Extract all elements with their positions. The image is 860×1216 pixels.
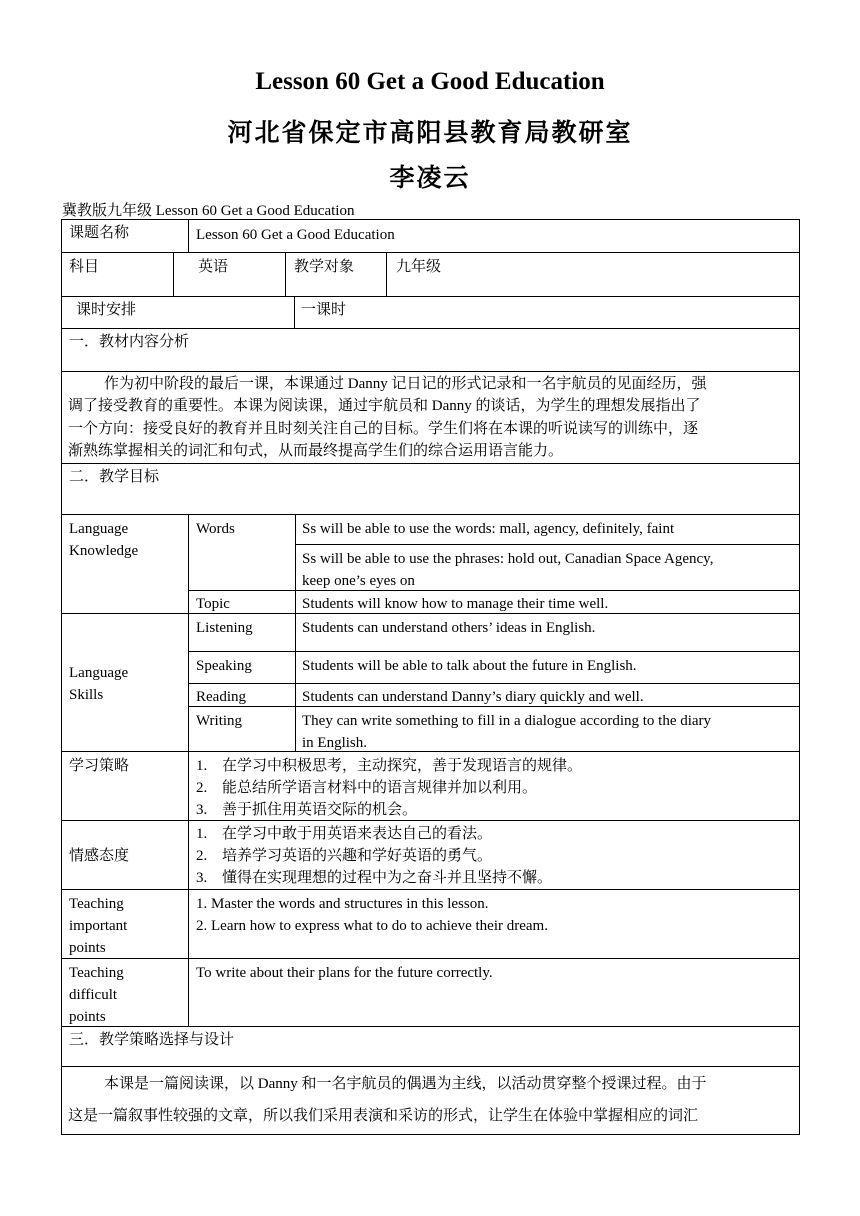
important-text: 1. Master the words and structures in this lesson.	[196, 896, 489, 912]
words-label: Words	[196, 521, 235, 537]
phrases-text: keep one’s eyes on	[302, 573, 415, 589]
analysis-line: 作为初中阶段的最后一课，本课通过 Danny 记日记的形式记录和一名宇航员的见面经历，强	[104, 376, 707, 392]
section-heading-analysis: 一．教材内容分析	[69, 334, 190, 350]
strategy-line: 这是一篇叙事性较强的文章，所以我们采用表演和采访的形式，让学生在体验中掌握相应的词汇	[68, 1108, 699, 1124]
important-label: points	[69, 940, 106, 956]
skills-label: Skills	[69, 687, 104, 703]
list-item: 3. 懂得在实现理想的过程中为之奋斗并且坚持不懈。	[196, 870, 553, 886]
difficult-text: To write about their plans for the future correctly.	[196, 965, 493, 981]
writing-text: in English.	[302, 735, 368, 751]
audience-value: 九年级	[396, 259, 442, 275]
difficult-label: points	[69, 1009, 106, 1025]
listening-label: Listening	[196, 620, 253, 636]
document-title: Lesson 60 Get a Good Education	[255, 68, 605, 95]
period-label: 课时安排	[76, 302, 137, 318]
period-value: 一课时	[301, 302, 347, 318]
speaking-label: Speaking	[196, 658, 252, 674]
analysis-line: 调了接受教育的重要性。本课为阅读课，通过宇航员和 Danny 的谈话，为学生的理想发展指出了	[68, 398, 701, 414]
reading-label: Reading	[196, 689, 246, 705]
analysis-line: 渐熟练掌握相关的词汇和句式，从而最终提高学生们的综合运用语言能力。	[68, 443, 564, 459]
document-author: 李凌云	[389, 165, 471, 192]
topic-value: Lesson 60 Get a Good Education	[196, 227, 395, 243]
writing-text: They can write something to fill in a dialogue according to the diary	[302, 713, 712, 729]
section-heading-strategy: 三．教学策略选择与设计	[69, 1032, 235, 1048]
important-text: 2. Learn how to express what to do to achieve their dream.	[196, 918, 548, 934]
listening-text: Students can understand others’ ideas in English.	[302, 620, 596, 636]
document-subtitle: 河北省保定市高阳县教育局教研室	[227, 120, 633, 147]
strategy-line: 本课是一篇阅读课，以 Danny 和一名宇航员的偶遇为主线，以活动贯穿整个授课过程。由于	[104, 1076, 707, 1092]
list-item: 3. 善于抓住用英语交际的机会。	[196, 802, 418, 818]
table-caption: 冀教版九年级 Lesson 60 Get a Good Education	[62, 203, 355, 219]
speaking-text: Students will be able to talk about the future in English.	[302, 658, 637, 674]
phrases-text: Ss will be able to use the phrases: hold out, Canadian Space Agency,	[302, 551, 714, 567]
subject-label: 科目	[69, 259, 100, 275]
section-heading-objectives: 二．教学目标	[69, 469, 160, 485]
difficult-label: difficult	[69, 987, 118, 1003]
list-item: 1. 在学习中积极思考，主动探究，善于发现语言的规律。	[196, 758, 583, 774]
words-text: Ss will be able to use the words: mall, agency, definitely, faint	[302, 521, 675, 537]
important-label: important	[69, 918, 128, 934]
skills-label: Language	[69, 665, 129, 681]
analysis-line: 一个方向：接受良好的教育并且时刻关注自己的目标。学生们将在本课的听说读写的训练中，逐	[68, 421, 699, 437]
list-item: 2. 培养学习英语的兴趣和学好英语的勇气。	[196, 848, 493, 864]
topic-row-label: Topic	[196, 596, 230, 612]
subject-value: 英语	[198, 259, 229, 275]
knowledge-label: Knowledge	[69, 543, 139, 559]
strategy-label: 学习策略	[69, 758, 130, 774]
topic-label: 课题名称	[69, 225, 130, 241]
attitude-label: 情感态度	[69, 848, 130, 864]
knowledge-label: Language	[69, 521, 129, 537]
audience-label: 教学对象	[294, 259, 355, 275]
important-label: Teaching	[69, 896, 124, 912]
list-item: 2. 能总结所学语言材料中的语言规律并加以利用。	[196, 780, 538, 796]
writing-label: Writing	[196, 713, 243, 729]
list-item: 1. 在学习中敢于用英语来表达自己的看法。	[196, 826, 493, 842]
reading-text: Students can understand Danny’s diary quickly and well.	[302, 689, 644, 705]
difficult-label: Teaching	[69, 965, 124, 981]
topic-row-text: Students will know how to manage their time well.	[302, 596, 609, 612]
